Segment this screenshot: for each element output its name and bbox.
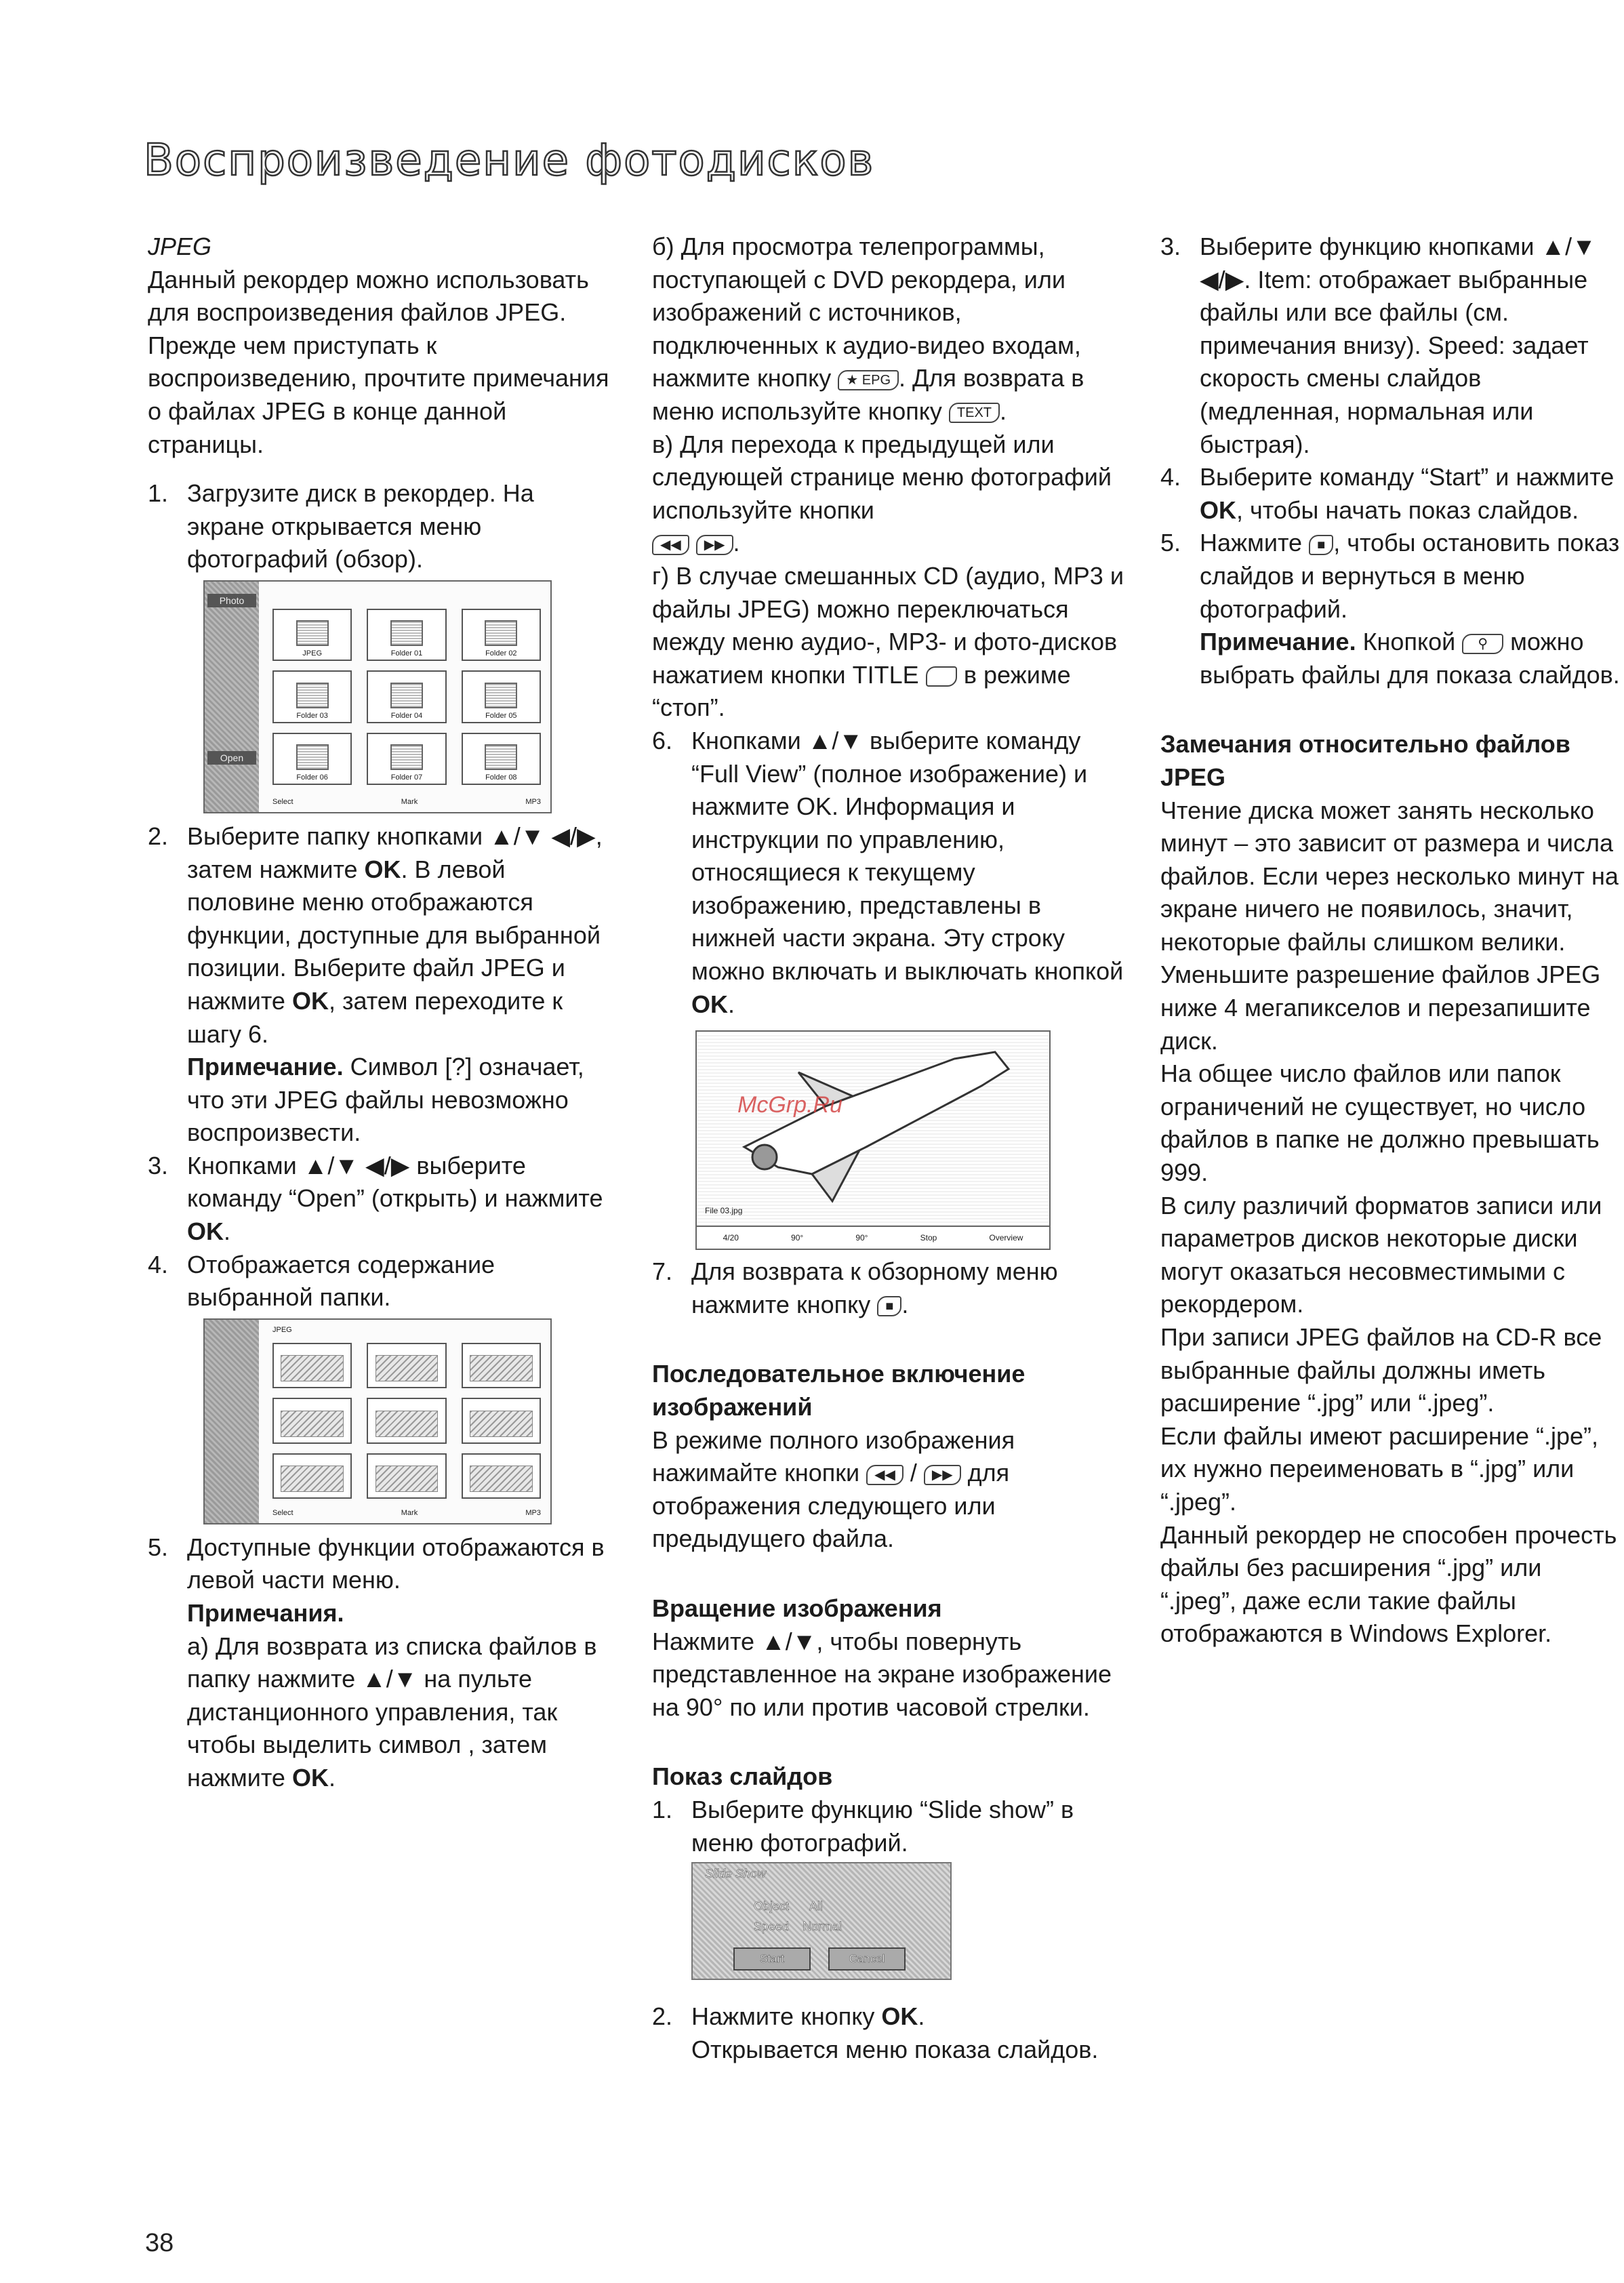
folder-icon [485, 683, 517, 708]
step-6: 6. Кнопками ▲/▼ выберите команду “Full View” (полное изображение) и нажмите OK. Информация и инструкции по управлению, относящиеся к текущему изображению, представлены в нижней части экрана. Эту строку можно включать и выключать кнопкой OK. [652, 725, 1126, 1021]
step-number: 2. [148, 822, 169, 850]
step-4: 4. Отображается содержание выбранной папки. JPEG Select Mark MP3 [148, 1249, 615, 1524]
notes-label: Примечания. [187, 1599, 344, 1628]
step-number: 3. [148, 1151, 169, 1179]
counter: 4/20 [723, 1233, 739, 1243]
thumbnail [367, 1453, 446, 1499]
slideshow-dialog-figure: Slide Show Object All Speed Normal Start Cancel [691, 1862, 952, 1980]
thumbnail [272, 1453, 352, 1499]
next-button-icon: ▶▶ [924, 1465, 961, 1485]
note-label: Примечание. [1200, 628, 1356, 656]
jpeg-note: Если файлы имеют расширение “.jpe”, их нужно переименовать в “.jpg” или “.jpeg”. [1160, 1421, 1599, 1516]
column-middle [652, 230, 1126, 2066]
title-button-icon [926, 666, 957, 687]
step-number: 6. [652, 726, 673, 754]
text-button-icon: TEXT [949, 403, 1000, 423]
folder-tile: JPEG [272, 609, 352, 661]
overview-hint: Overview [989, 1233, 1023, 1243]
step-number: 2. [652, 2002, 673, 2031]
note-label: Примечание. [187, 1053, 344, 1081]
start-button: Start [733, 1947, 811, 1971]
figure-footer: Select Mark MP3 [272, 1508, 541, 1517]
section-heading-slideshow: Показ слайдов [652, 1762, 833, 1791]
full-view-screenshot [695, 1030, 1051, 1250]
current-folder-label: JPEG [272, 1325, 292, 1334]
thumbnail [272, 1343, 352, 1388]
jpeg-note: При записи JPEG файлов на CD-R все выбранные файлы должны иметь расширение “.jpg” или “.jpeg”. [1160, 1323, 1602, 1417]
jpeg-note: На общее число файлов или папок ограничений не существует, но число файлов в папке не должно превышать 999. [1160, 1059, 1600, 1187]
space-shuttle-image [697, 1032, 1049, 1215]
thumbnail [367, 1398, 446, 1443]
folder-icon [390, 744, 423, 770]
file-name: File 03.jpg [705, 1206, 743, 1216]
page-number: 38 [145, 2229, 174, 2257]
jpeg-note: Чтение диска может занять несколько минут – это зависит от размера и числа файлов. Если через несколько минут на экране ничего не появилось, значит, некоторые файлы слишком велики. Уменьшите разрешение файлов JPEG ниже 4 мегапикселов и перезапишите диск. [1160, 796, 1619, 1055]
stop-button-icon: ■ [1309, 535, 1333, 555]
epg-button-icon: ★ EPG [838, 370, 899, 390]
step-number: 7. [652, 1257, 673, 1286]
step-number: 1. [652, 1795, 673, 1823]
folder-tile: Folder 02 [462, 609, 541, 661]
folder-tile: Folder 05 [462, 670, 541, 723]
step-number: 1. [148, 479, 169, 508]
jpeg-heading: JPEG [148, 233, 212, 260]
folder-icon [296, 744, 329, 770]
thumbnail [272, 1398, 352, 1443]
dialog-title: Slide Show [705, 1867, 767, 1881]
step-number: 4. [148, 1250, 169, 1278]
next-button-icon: ▶▶ [696, 535, 733, 555]
folder-tile: Folder 06 [272, 733, 352, 785]
prev-button-icon: ◀◀ [652, 535, 689, 555]
thumbnail-grid [272, 1343, 541, 1499]
thumbnail [367, 1343, 446, 1388]
mp3-hint: MP3 [525, 797, 541, 806]
rotation-text: Нажмите ▲/▼, чтобы повернуть представленное на экране изображение на 90° по или против часовой стрелки. [652, 1627, 1112, 1721]
jpeg-note: В силу различий форматов записи или параметров дисков некоторые диски могут оказаться несовместимыми с рекордером. [1160, 1191, 1602, 1318]
slideshow-step-1: 1. Выберите функцию “Slide show” в меню фотографий. Slide Show Object All Speed Normal Start Cancel [652, 1794, 1126, 1980]
stop-hint: Stop [920, 1233, 937, 1243]
slideshow-step-5: 5. Нажмите ■ , чтобы остановить показ слайдов и вернуться в меню фотографий. Примечание. Кнопкой ⚲ можно выбрать файлы для показа слайдов. [1160, 527, 1621, 691]
step-number: 5. [148, 1533, 169, 1561]
jpeg-note: Данный рекордер не способен прочесть файлы без расширения “.jpg” или “.jpeg”, даже если такие файлы отображаются в Windows Explorer. [1160, 1520, 1617, 1648]
menu-sidebar [205, 1320, 259, 1523]
step-number: 3. [1160, 233, 1181, 260]
stop-button-icon: ■ [877, 1296, 901, 1316]
step-1 [148, 477, 615, 813]
column-left [148, 230, 615, 1795]
section-heading-jpeg-notes: Замечания относительно файлов JPEG [1160, 730, 1570, 791]
folder-tile: Folder 08 [462, 733, 541, 785]
section-heading-rotation: Вращение изображения [652, 1594, 942, 1622]
sidebar-label-photo: Photo [207, 594, 256, 607]
note-v: в) Для перехода к предыдущей или следующей странице меню фотографий используйте кнопки ◀◀ ▶▶ . [652, 430, 1112, 557]
folder-icon [485, 744, 517, 770]
rotate-left-hint: 90° [791, 1233, 804, 1243]
mark-hint: Mark [401, 797, 418, 806]
page-title: Воспроизведение фотодисков [144, 136, 875, 186]
folder-tile: Folder 03 [272, 670, 352, 723]
thumbnail [462, 1453, 541, 1499]
folder-icon [390, 620, 423, 646]
column-right [1160, 230, 1621, 1651]
folder-tile: Folder 07 [367, 733, 446, 785]
photo-menu-overview-figure [203, 580, 552, 813]
step-number: 5. [1160, 529, 1181, 557]
slideshow-step-2: 2. Нажмите кнопку OK. Открывается меню показа слайдов. [652, 2000, 1126, 2066]
step-text: Загрузите диск в рекордер. На экране открывается меню фотографий (обзор). [187, 479, 534, 573]
watermark: McGrp.Ru [737, 1092, 843, 1118]
folder-contents-figure [203, 1318, 552, 1524]
folder-grid [272, 609, 541, 785]
search-button-icon: ⚲ [1462, 634, 1503, 654]
note-b: б) Для просмотра телепрограммы, поступающей с DVD рекордера, или изображений с источников, подключенных к аудио-видео входам, нажмите кнопку ★ EPG . Для возврата в меню используйте кнопку TEXT . [652, 233, 1084, 425]
step-3: 3. Кнопками ▲/▼ ◀/▶ выберите команду “Open” (открыть) и нажмите OK. [148, 1150, 615, 1249]
section-heading-sequential: Последовательное включение изображений [652, 1360, 1026, 1421]
thumbnail [462, 1343, 541, 1388]
thumbnail [462, 1398, 541, 1443]
sidebar-label-open: Open [207, 751, 256, 765]
folder-tile: Folder 01 [367, 609, 446, 661]
step-5: 5. Доступные функции отображаются в левой части меню. Примечания. а) Для возврата из списка файлов в папку нажмите ▲/▼ на пульте дистанционного управления, так чтобы выделить символ , затем нажмите OK. [148, 1531, 615, 1795]
folder-icon [296, 620, 329, 646]
cancel-button: Cancel [828, 1947, 906, 1971]
menu-sidebar [205, 582, 259, 812]
folder-icon [485, 620, 517, 646]
folder-icon [390, 683, 423, 708]
sequential-text: В режиме полного изображения нажимайте кнопки ◀◀ / ▶▶ для отображения следующего или предыдущего файла. [652, 1426, 1015, 1553]
step-number: 4. [1160, 463, 1181, 491]
folder-tile: Folder 04 [367, 670, 446, 723]
slideshow-step-4: 4. Выберите команду “Start” и нажмите OK, чтобы начать показ слайдов. [1160, 461, 1621, 527]
slideshow-step-3: 3. Выберите функцию кнопками ▲/▼ ◀/▶. Item: отображает выбранные файлы или все файлы (см. примечания внизу). Speed: задает скорость смены слайдов (медленная, нормальная или быстрая). [1160, 230, 1621, 461]
figure-footer [272, 796, 541, 808]
note-g: г) В случае смешанных CD (аудио, MP3 и файлы JPEG) можно переключаться между меню аудио-, MP3- и фото-дисков нажатием кнопки TITLE в режиме “стоп”. [652, 561, 1124, 722]
prev-button-icon: ◀◀ [866, 1465, 904, 1485]
folder-icon [296, 683, 329, 708]
info-bar [697, 1226, 1049, 1249]
step-2: 2. Выберите папку кнопками ▲/▼ ◀/▶, затем нажмите OK. В левой половине меню отображаются функции, доступные для выбранной позиции. Выберите файл JPEG и нажмите OK, затем переходите к шагу 6. Примечание. Символ [?] означает, что эти JPEG файлы невозможно воспроизвести. [148, 820, 615, 1150]
step-7: 7. Для возврата к обзорному меню нажмите кнопку ■ . [652, 1255, 1126, 1321]
select-hint: Select [272, 797, 293, 806]
rotate-right-hint: 90° [855, 1233, 868, 1243]
jpeg-intro: Данный рекордер можно использовать для воспроизведения файлов JPEG. Прежде чем приступать к воспроизведению, прочтите примечания о файлах JPEG в конце данной страницы. [148, 265, 609, 458]
